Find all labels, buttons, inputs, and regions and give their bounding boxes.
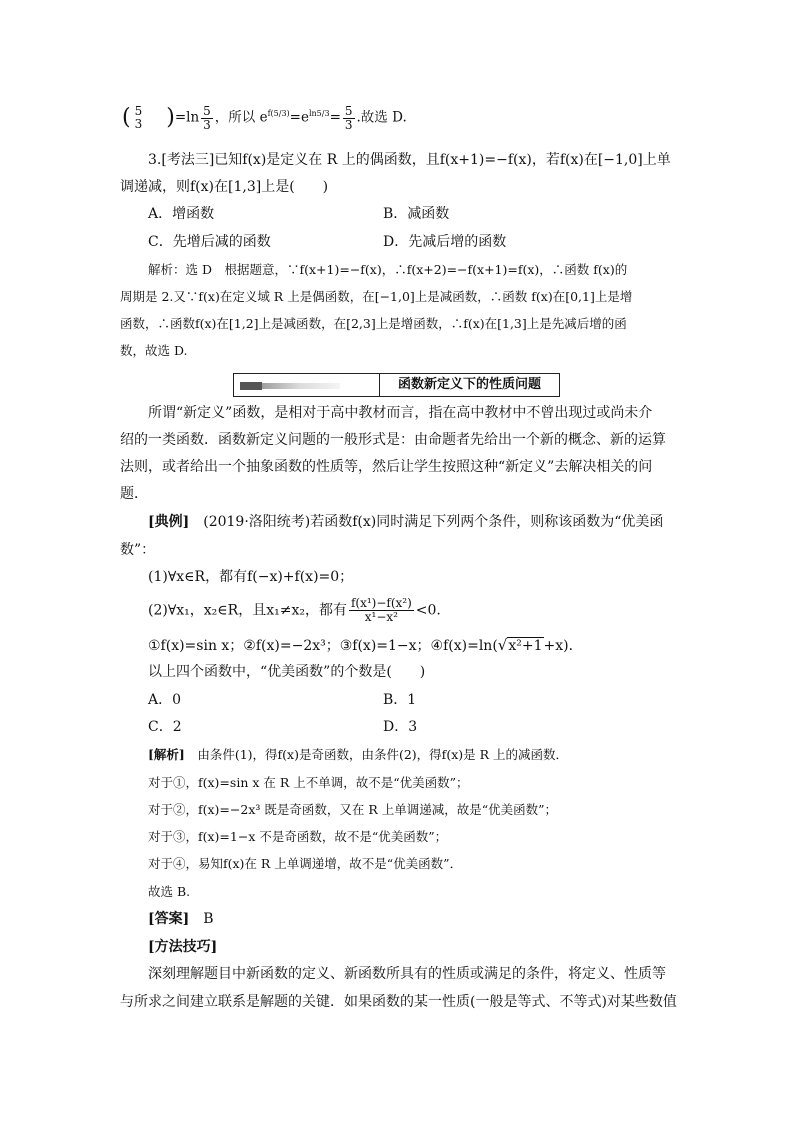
example-line1: [典例] (2019·洛阳统考)若函数f(x)同时满足下列两个条件，则称该函数为“优美函 xyxy=(148,514,664,530)
q3-line1: 3.[考法三]已知f(x)是定义在 R 上的偶函数，且f(x+1)=−f(x)，若f(x)在[−1,0]上单 xyxy=(148,152,671,168)
example-option-c: C．2 xyxy=(148,719,182,735)
q3-option-c: C．先增后减的函数 xyxy=(148,234,271,250)
q3-solution-line3: 函数，∴函数f(x)在[1,2]上是减函数，在[2,3]上是增函数，∴f(x)在[1,3]上是先减后增的函 xyxy=(120,316,627,331)
analysis-line3: 对于③，f(x)=1−x 不是奇函数，故不是“优美函数”； xyxy=(148,829,448,844)
banner-decoration xyxy=(234,374,380,396)
condition-2: (2)∀x₁，x₂∈R，且x₁≠x₂，都有 $\frac{\text{f(x¹)−f(x²)}}{\text{x¹−x²}}$ <0. xyxy=(148,596,441,624)
section-banner xyxy=(233,373,560,397)
fraction-5-3: $\frac{5}{3}$ xyxy=(203,103,211,132)
method-tag: [方法技巧] xyxy=(148,939,218,955)
q3-option-a: A．增函数 xyxy=(148,206,215,222)
intro-line1: 所谓“新定义”函数，是相对于高中教材而言，指在高中教材中不曾出现过或尚未介 xyxy=(148,405,653,421)
analysis-tag: [解析] xyxy=(148,747,185,762)
exponent-ln: ln5/3 xyxy=(308,109,330,118)
exponent: f(5/3) xyxy=(267,109,290,118)
difference-quotient: $\frac{\text{f(x¹)−f(x²)}}{\text{x¹−x²}}$ xyxy=(350,596,412,624)
example-option-b: B．1 xyxy=(383,692,417,708)
q3-solution-line1: 解析：选 D 根据题意，∵f(x+1)=−f(x)，∴f(x+2)=−f(x+1)=f(x)，∴函数 f(x)的 xyxy=(148,262,628,277)
intro-line4: 题． xyxy=(120,486,148,502)
q3-solution-line4: 数，故选 D. xyxy=(120,343,188,358)
example-question: 以上四个函数中，“优美函数”的个数是( ) xyxy=(148,664,426,680)
function-list: ①f(x)=sin x；②f(x)=−2x³；③f(x)=1−x；④f(x)=ln(√x²+1+x)． xyxy=(148,636,583,654)
paren-fraction: ( xyxy=(122,105,131,130)
analysis-line5: 故选 B. xyxy=(148,884,191,899)
intro-line3: 法则，或者给出一个抽象函数的性质等，然后让学生按照这种“新定义”去解决相关的问 xyxy=(120,459,653,475)
fraction-5-3-b: $\frac{5}{3}$ xyxy=(344,103,353,132)
analysis-line1: 对于①，f(x)=sin x 在 R 上不单调，故不是“优美函数”； xyxy=(148,775,469,790)
q3-option-b: B．减函数 xyxy=(383,206,450,222)
answer-tag: [答案] xyxy=(148,911,190,927)
paren-frac: 5 3 xyxy=(134,104,143,131)
analysis-line0: [解析] 由条件(1)，得f(x)是奇函数，由条件(2)，得f(x)是 R 上的减函数． xyxy=(148,747,568,762)
answer-line xyxy=(148,909,214,929)
q3-solution-line2: 周期是 2.又∵f(x)在定义域 R 上是偶函数，在[−1,0]上是减函数，∴函数 f(x)在[0,1]上是增 xyxy=(120,289,633,304)
answer-value: B xyxy=(189,911,214,927)
sqrt-expression: x²+1 xyxy=(508,638,543,654)
method-line2: 与所求之间建立联系是解题的关键．如果函数的某一性质(一般是等式、不等式)对某些数值 xyxy=(120,994,677,1010)
intro-line2: 绍的一类函数．函数新定义问题的一般形式是：由命题者先给出一个新的概念、新的运算 xyxy=(120,432,666,448)
analysis-line4: 对于④，易知f(x)在 R 上单调递增，故不是“优美函数”． xyxy=(148,856,463,871)
condition-1: (1)∀x∈R，都有f(−x)+f(x)=0； xyxy=(148,569,354,585)
example-line2: 数”： xyxy=(120,542,156,558)
method-line1: 深刻理解题目中新函数的定义、新函数所具有的性质或满足的条件，将定义、性质等 xyxy=(148,966,666,982)
q3-line2: 调递减，则f(x)在[1,3]上是( ) xyxy=(120,179,329,195)
example-option-d: D．3 xyxy=(383,719,418,735)
analysis-line2: 对于②，f(x)=−2x³ 既是奇函数，又在 R 上单调递减，故是“优美函数”； xyxy=(148,802,558,817)
q3-option-d: D．先减后增的函数 xyxy=(383,234,507,250)
top-formula-line: ( 5 3 )=ln $\frac{5}{3}$ ，所以 $e^{f(5/3)}=e^{ln5/3}=$ $\frac{5}{3}$ .故选 D. xyxy=(122,103,407,132)
example-option-a: A．0 xyxy=(148,692,182,708)
section-title: 函数新定义下的性质问题 xyxy=(397,377,541,392)
example-tag: [典例] xyxy=(148,514,190,530)
